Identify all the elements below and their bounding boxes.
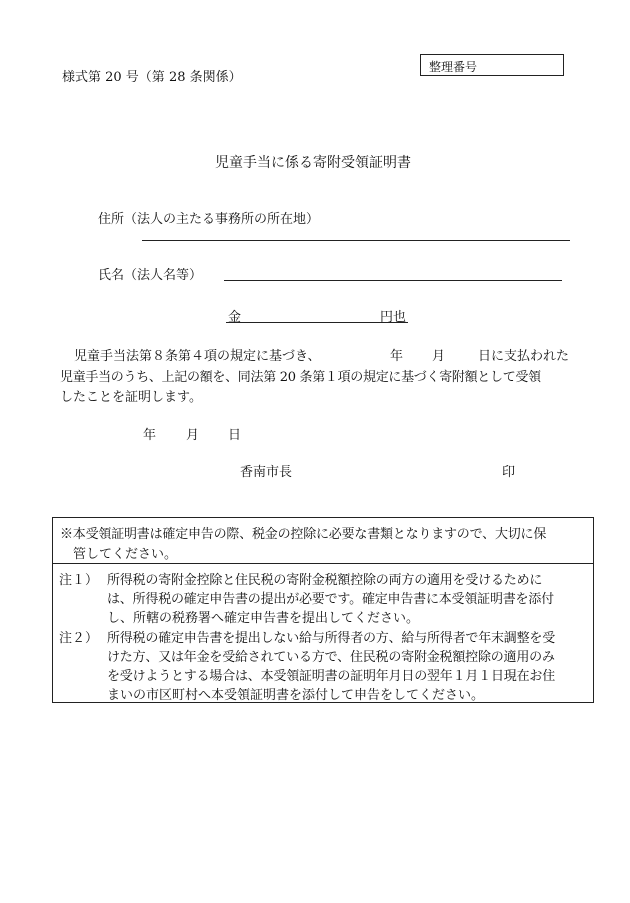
management-number-box bbox=[420, 54, 564, 76]
note-1-label: 注１） bbox=[59, 573, 99, 588]
note-2-line-1: 所得税の確定申告書を提出しない給与所得者の方、給与所得者で年末調整を受 bbox=[107, 631, 556, 646]
note-2-line-3: を受けようとする場合は、本受領証明書の証明年月日の翌年１月１日現在お住 bbox=[107, 669, 556, 684]
body-year: 年 bbox=[390, 349, 404, 364]
address-label: 住所（法人の主たる事務所の所在地） bbox=[98, 212, 320, 227]
body-day: 日に支払われた bbox=[478, 349, 570, 364]
issuer: 香南市長 bbox=[240, 465, 293, 480]
body-line-2: 児童手当のうち、上記の額を、同法第 20 条第１項の規定に基づく寄附額として受領 bbox=[60, 370, 541, 385]
date-day: 日 bbox=[228, 428, 242, 443]
form-number: 様式第 20 号（第 28 条関係） bbox=[62, 70, 242, 85]
amount-line bbox=[226, 322, 408, 323]
address-line bbox=[142, 240, 570, 241]
management-number-label: 整理番号 bbox=[429, 60, 478, 74]
body-line-1: 児童手当法第８条第４項の規定に基づき、 bbox=[74, 349, 321, 364]
date-month: 月 bbox=[186, 428, 200, 443]
amount-suffix: 円也 bbox=[380, 310, 407, 325]
notice-box bbox=[52, 517, 594, 703]
name-line bbox=[224, 280, 562, 281]
notice-line-2: 管してください。 bbox=[73, 547, 178, 562]
note-2-label: 注２） bbox=[59, 631, 99, 646]
amount-prefix: 金 bbox=[228, 310, 242, 325]
note-1-line-3: し、所轄の税務署へ確定申告書を提出してください。 bbox=[107, 611, 420, 626]
body-line-3: したことを証明します。 bbox=[60, 390, 202, 405]
notice-header bbox=[53, 518, 593, 564]
note-2-line-4: まいの市区町村へ本受領証明書を添付して申告をしてください。 bbox=[107, 688, 485, 703]
note-1-line-1: 所得税の寄附金控除と住民税の寄附金税額控除の両方の適用を受けるために bbox=[107, 573, 543, 588]
note-2-line-2: けた方、又は年金を受給されている方で、住民税の寄附金税額控除の適用のみ bbox=[107, 650, 555, 665]
document-title: 児童手当に係る寄附受領証明書 bbox=[215, 155, 411, 171]
name-label: 氏名（法人名等） bbox=[98, 268, 203, 283]
body-month: 月 bbox=[432, 349, 446, 364]
note-1-line-2: は、所得税の確定申告書の提出が必要です。確定申告書に本受領証明書を添付 bbox=[107, 592, 554, 607]
date-year: 年 bbox=[143, 428, 157, 443]
seal-mark: 印 bbox=[502, 465, 516, 480]
notice-line-1: ※本受領証明書は確定申告の際、税金の控除に必要な書類となりますので、大切に保 bbox=[60, 527, 547, 542]
